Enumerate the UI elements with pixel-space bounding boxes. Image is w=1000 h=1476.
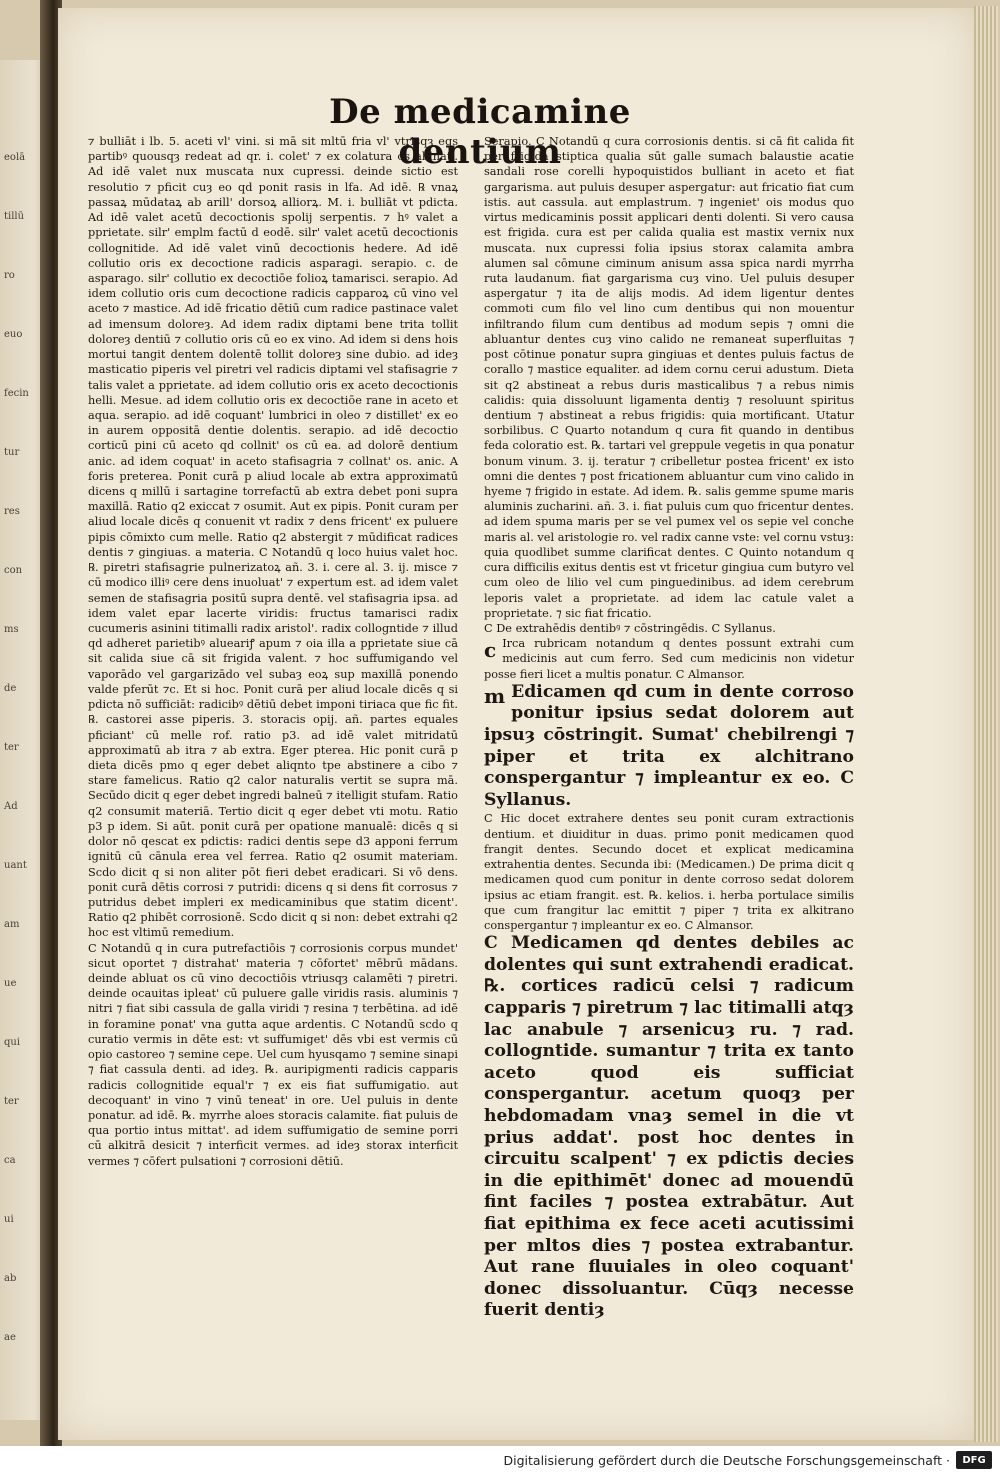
facing-page-fragment: am — [4, 919, 20, 930]
book-page — [58, 8, 974, 1440]
section-rubric: C De extrahēdis dentibꝰ ⁊ cōstringēdis. C Syllanus. — [484, 622, 776, 635]
facing-page-fragment: ter — [4, 742, 19, 753]
facing-page-fragment: eolā — [4, 152, 26, 163]
facing-page-fragment: Ad — [4, 801, 18, 812]
large-paragraph-1 — [484, 682, 854, 812]
right-text-column — [484, 134, 854, 1321]
funding-credit: Digitalisierung gefördert durch die Deutsche Forschungsgemeinschaft · — [503, 1453, 950, 1468]
page-title: De medicamine dentium — [329, 92, 631, 172]
facing-page-fragment: ter — [4, 1096, 19, 1107]
left-paragraph-1: ⁊ bulliāt i lb. 5. aceti vl' vini. si mā sit mltū fria vl' vtrisqȝ eqs partibꝰ quousqȝ redeat ad qr. i. colet' ⁊ ex colatura os ablnat'. Ad idē valet nux muscata nux cupressi. deinde sictio est resolutio ⁊ pficit cuȝ eo qd ponit rasis in lfa. Ad idē. ℞ vnaꝝ passaꝝ mūdataꝝ ab arill' dorsoꝝ alliorꝝ. M. i. bulliāt vt pdicta. Ad idē valet acetū decoctionis spolij serpentis. ⁊ hꝰ valet a pprietate. silr' emplm factū d eodē. silr' valet acetū decoctionis collognitide. Ad idē valet vinū decoctionis hedere. Ad idē collutio oris ex decoctione radicis asparagi. serapio. c. de asparago. silr' collutio ex decoctiōe folioꝝ tamarisci. serapio. Ad idem collutio oris cum decoctione radicis capparoꝝ cū vino vel aceto ⁊ mastice. Ad idē fricatio dētiū cum radice pastinace valet ad imensum doloreȝ. Ad idem radix diptami bene trita tollit doloreȝ dentiū ⁊ collutio oris cū eo ex vino. Ad idem si dens hois mortui tangit dentem dolentē tollit doloreȝ sine dubio. ad ideȝ masticatio piperis vel piretri vel radicis diptami vel stafisagrie ⁊ talis valet a pprietate. ad idem collutio oris ex aceto decoctionis helli. Mesue. ad idem collutio oris ex decoctiōe rane in aceto et aqua. serapio. ad idē coquant' lumbrici in oleo ⁊ distillet' ex eo in aurem oppositā dentie dolentis. serapio. ad idē decoctio corticū pini cū aceto qd collnit' os cū ea. ad dolorē dentium anic. ad idem coquat' in aceto stafisagria ⁊ collnat' os. anic. A foris preterea. Ponit curā p aliud locale ab extra approximatū dicens q millū i sartagine torrefactū ab extra debet poni supra maxillā. Ratio q2 exiccat ⁊ osumit. Aut ex pipis. Ponit curam per aliud locale dicēs q conuenit vt radix ⁊ dens fricent' ex puluere pipis cōmixto cum melle. Ratio q2 abstergit ⁊ mūdificat radices dentis ⁊ gingiuas. a materia. C Notandū q loco huius valet hoc. ℞. piretri stafisagrie pulnerizatoꝝ añ. 3. i. cere al. 3. ij. misce ⁊ cū modico illiꝰ cere dens inuoluat' ⁊ expertum est. ad idem valet semen de stafisagria positū supra dentē. vel stafisagria ipsa. ad idem valet epar lacerte viridis: fructus tamarisci radix cucumeris asinini titimalli radix aristol'. radix collogntide ⁊ illud qd adheret parietibꝰ alueariꝭ apum ⁊ oia illa a pprietate siue cā sit calida siue cā sit frigida valent. ⁊ hoc suffumigando vel vaporādo vel gargarizādo vel subaȝ eoꝝ sup maxillā ponendo valde pferūt ⁊c. Et si hoc. Ponit curā per aliud locale dicēs q si pdicta nō sufficiāt: radicibꝰ dētiū debet imponi tiriaca que fic fit. ℞. castorei asse piperis. 3. storacis opij. añ. partes equales pficiant' cū melle rof. ratio p3. ad idē valet mitridatū approximatū ab itra ⁊ ab extra. Eger pterea. Hic ponit curā p dieta dicēs pmo q eger debet aliqnto tpe abstinere a cibo ⁊ stare famelicus. Ratio q2 calor naturalis vertit se supra mā. Secūdo dicit q eger debet ingredi balneū ⁊ itelligit stufam. Ratio q2 consumit materiā. Tertio dicit q eger debet vti motu. Ratio p3 p idem. Si aūt. ponit curā per opatione manualē: dicēs q si dolor nō qescat ex pdictis: radici dentis sepe d3 apponi ferrum ignitū cū cānula erea vel ferrea. Ratio q2 osumit materiam. Scdo dicit q si non aliter pōt fieri debet eradicari. Si vō dens. ponit curā dētis corrosi ⁊ putridi: dicens q si dens fit corrosus ⁊ putridus debet impleri ex medicaminibus que statim dicent'. Ratio q2 phibēt corrosionē. Scdo dicit q si non: debet extrahi q2 hoc est vltimū remedium. — [88, 135, 458, 940]
facing-page-fragment: de — [4, 683, 17, 694]
page-edge — [974, 6, 998, 1442]
facing-page-fragment: qui — [4, 1037, 21, 1048]
left-text-column — [88, 134, 458, 1316]
right-paragraph-1: Serapio. C Notandū q cura corrosionis dentis. si cā fit calida fit per frigida stiptica qualia sūt galle sumach balaustie acatie sandali rose corelli hypoquistidos bulliant in aceto et fiat gargarisma. aut puluis desuper aspergatur: aut fricatio fiat cum istis. aut cassula. aut emplastrum. ⁊ ingeniet' ois modus quo virtus medicaminis possit applicari denti dolenti. Si vero causa est frigida. cura est per calida qualia est mastix vernix nux muscata. nux cupressi folia ipsius storax calamita ambra alumen sal cōmune ciminum anisum assa spica nardi myrrha ruta laudanum. fiat gargarisma cuȝ vino. Uel puluis desuper aspergatur ⁊ ita de alijs modis. Ad idem ligentur dentes commoti cum filo vel lino cum dentibus qui non mouentur infiltrando filum cum dentibus ad modum sepis ⁊ omni die abluantur dentes cuȝ vino calido ne remaneat superfluitas ⁊ post cōtinue ponatur supra gingiuas et dentes puluis factus de corallo ⁊ mastice equaliter. ad idem cornu cerui adustum. Dieta sit q2 abstineat a rebus duris masticalibus ⁊ a rebus nimis calidis: quia dissoluunt ligamenta dentiȝ ⁊ resoluunt spiritus dentium ⁊ abstineat a rebus frigidis: quia mortificant. Utatur sorbilibus. C Quarto notandum q cura fit quando in dentibus feda coloratio est. ℞. tartari vel greppule vegetis in qua ponatur bonum vinum. 3. ij. teratur ⁊ cribelletur postea fricent' ex isto omni die dentes ⁊ post fricationem abluantur cum vino calido in hyeme ⁊ frigido in estate. Ad idem. ℞. salis gemme spume maris aluminis zucharini. añ. 3. i. fiat puluis cum quo fricentur dentes. ad idem spuma maris per se vel pumex vel os sepie vel conche maris al. vel aristologie ro. vel radix canne vste: vel cornu vstuȝ: quia quodlibet summe clarificat dentes. C Quinto notandum q cura difficilis exitus dentis est vt fricetur gingiua cum butyro vel cum oleo de lilio vel cum pinguedinibus. ad idem cerebrum leporis valet a proprietate. ad idem lac catule valet a proprietate. ⁊ sic fiat fricatio. — [484, 135, 854, 620]
facing-page-fragment: uant — [4, 860, 27, 871]
footer-bar — [0, 1446, 1000, 1476]
large-paragraph-2: C Medicamen qd dentes debiles ac dolentes qui sunt extrahendi eradicat. ℞. cortices radicū celsi ⁊ radicum capparis ⁊ piretrum ⁊ lac titimalli atqȝ lac anabule ⁊ arsenicuȝ ru. ⁊ rad. collogntide. sumantur ⁊ trita ex tanto aceto quod eis sufficiat conspergantur. acetum quoqȝ per hebdomadam vnaȝ semel in die vt prius addat'. post hoc dentes in circuitu scalpent' ⁊ ex pdictis decies in die epithimēt' donec ad mouendū fint faciles ⁊ postea extrabātur. Aut fiat epithima ex fece aceti acutissimi per mltos dies ⁊ postea extrabantur. Aut rane fluuiales in oleo coquant' donec dissoluantur. Cūqȝ necesse fuerit dentiȝ — [484, 933, 854, 1321]
facing-page-fragment: ue — [4, 978, 17, 989]
facing-page-fragment: res — [4, 506, 20, 517]
facing-page-fragment: tur — [4, 447, 20, 458]
right-paragraph-2 — [484, 636, 854, 682]
facing-page-fragment: ro — [4, 270, 15, 281]
facing-page-fragment: tillū — [4, 211, 25, 222]
facing-page-fragment: ae — [4, 1332, 16, 1343]
facing-page-fragment: con — [4, 565, 23, 576]
facing-page-fragment: ca — [4, 1155, 16, 1166]
facing-page-fragment: ab — [4, 1273, 17, 1284]
facing-page-fragment: ms — [4, 624, 19, 635]
facing-page-fragment: ui — [4, 1214, 14, 1225]
right-paragraph-2-text: Irca rubricam notandum q dentes possunt extrahi cum medicinis aut cum ferro. Sed cum medicinis non videtur posse fieri licet a multis ponatur. C Almansor. — [484, 637, 854, 681]
initial-m: m — [484, 683, 506, 708]
facing-page-fragment: euo — [4, 329, 23, 340]
large-paragraph-1-text: Edicamen qd cum in dente corroso ponitur ipsius sedat dolorem aut ipsuȝ cōstringit. Sumat' chebilrengi ⁊ piper et trita ex alchitrano conspergantur ⁊ impleantur ex eo. C Syllanus. — [484, 681, 854, 810]
facing-page-fragment: fecin — [4, 388, 29, 399]
right-paragraph-3: C Hic docet extrahere dentes seu ponit curam extractionis dentium. et diuiditur in duas. primo ponit medicamen quod frangit dentes. Secundo docet et explicat medicamina extrahentia dentes. Secunda ibi: (Medicamen.) De prima dicit q medicamen quod cum ponitur in dente corroso sedat dolorem ipsius ac etiam frangit. est. ℞. kelios. i. herba portulace similis que cum frangitur lac emittit ⁊ piper ⁊ trita ex alkitrano conspergantur ⁊ impleantur ex eo. C Almansor. — [484, 812, 854, 932]
left-paragraph-2: C Notandū q in cura putrefactiōis ⁊ corrosionis corpus mundet' sicut oportet ⁊ distrahat' materia ⁊ cōfortet' mēbrū mādans. deinde abluat os cū vino decoctiōis vtriusqȝ calamēti ⁊ piretri. deinde ocauitas ipleat' cū puluere galle viridis rasis. aluminis ⁊ nitri ⁊ fiat sibi cassula de galla viridi ⁊ resina ⁊ terbētina. ad idē in foramine ponat' vna gutta aque ardentis. C Notandū scdo q curatio vermis in dēte est: vt suffumiget' dēs vbi est vermis cū opio castoreo ⁊ semine cepe. Uel cum hyusqamo ⁊ semine sinapi ⁊ fiat cassula denti. ad ideȝ. ℞. auripigmenti radicis capparis radicis collognitide equal'r ⁊ ex eis fiat suffumigatio. aut decoquant' in vino ⁊ vinū teneat' in ore. Uel puluis in dente ponatur. ad idē. ℞. myrrhe aloes storacis calamite. fiat puluis de qua portio intus mittat'. ad idem suffumigatio de semine porri cū alkitrā desicit ⁊ interficit vermes. ad ideȝ storax interficit vermes ⁊ cōfert pulsationi ⁊ corrosioni dētiū. — [88, 941, 458, 1168]
initial-c: c — [484, 638, 497, 663]
dfg-logo: DFG — [956, 1451, 992, 1469]
